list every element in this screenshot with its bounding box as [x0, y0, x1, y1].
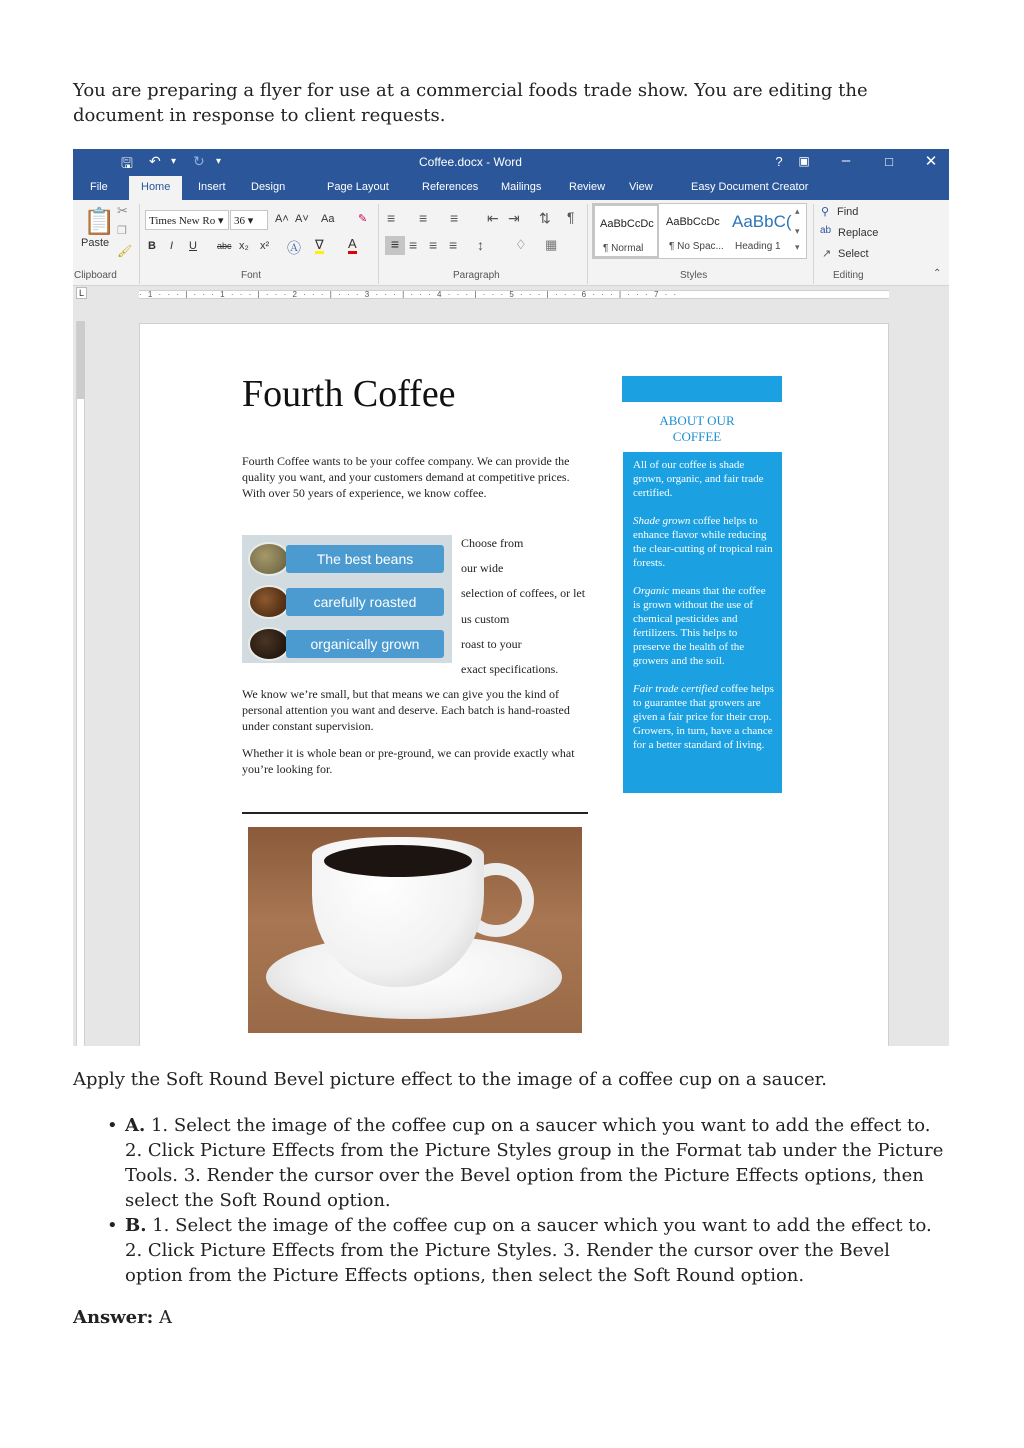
align-right-icon[interactable]: ≡ — [429, 237, 438, 253]
decrease-indent-icon[interactable]: ⇤ — [487, 210, 499, 226]
increase-indent-icon[interactable]: ⇥ — [508, 210, 520, 226]
intro-text: You are preparing a flyer for use at a commercial foods trade show. You are editing the document in response to client requests. — [73, 80, 868, 126]
sidebar-paragraph — [633, 584, 774, 668]
banner-image[interactable] — [242, 535, 452, 663]
banner-carefully-roasted: carefully roasted — [286, 588, 444, 616]
tab-page-layout[interactable]: Page Layout — [327, 181, 389, 193]
title-bar — [73, 149, 949, 176]
multilevel-list-icon[interactable]: ≡ — [450, 210, 459, 226]
horizontal-rule — [242, 812, 588, 814]
close-icon[interactable]: ✕ — [924, 153, 938, 170]
ribbon-display-icon[interactable]: ▣ — [798, 154, 810, 168]
banner-best-beans: The best beans — [286, 545, 444, 573]
wrap-text-line[interactable]: us custom — [461, 612, 510, 626]
style-preview: AaBbCcDc — [600, 218, 654, 230]
font-size-value: 36 — [234, 215, 245, 227]
undo-dropdown-icon[interactable]: ▾ — [171, 156, 177, 167]
borders-icon[interactable]: ▦ — [545, 237, 558, 252]
tab-references[interactable]: References — [422, 181, 479, 193]
wrap-text-line[interactable]: selection of coffees, or let — [461, 586, 586, 600]
editing-group-label: Editing — [833, 270, 864, 281]
align-left-icon[interactable]: ≡ — [385, 236, 405, 255]
dark-beans-icon — [248, 627, 290, 661]
document-page[interactable] — [139, 323, 889, 1046]
numbering-icon[interactable]: ≡ — [419, 210, 428, 226]
document-heading[interactable]: Fourth Coffee — [242, 373, 456, 415]
tab-easy-document-creator[interactable]: Easy Document Creator — [691, 181, 809, 193]
tab-home[interactable]: Home — [129, 176, 182, 200]
sidebar-emphasis: Fair trade certified — [633, 683, 718, 695]
sidebar-paragraph — [633, 514, 774, 570]
line-spacing-icon[interactable]: ↕ — [477, 237, 484, 253]
strikethrough-button[interactable]: abc — [217, 241, 232, 251]
paragraph-small-batch[interactable]: We know we’re small, but that means we can give you the kind of personal attention you want and deserve. Each batch is hand-roasted under constant supervision. — [242, 687, 570, 733]
text-effects-icon[interactable]: Ⓐ — [287, 240, 301, 256]
styles-scroll-down-icon[interactable]: ▾ — [795, 226, 800, 236]
undo-icon[interactable]: ↶ — [149, 153, 161, 169]
paste-icon[interactable]: 📋 — [83, 206, 116, 236]
tab-review[interactable]: Review — [569, 181, 606, 193]
green-beans-icon — [248, 542, 290, 576]
cut-icon[interactable]: ✂ — [117, 203, 128, 218]
font-group-label: Font — [241, 270, 262, 281]
banner-organically-grown: organically grown — [286, 630, 444, 658]
option-b[interactable] — [107, 1213, 947, 1288]
change-case-button[interactable]: Aa — [321, 213, 335, 225]
option-a[interactable] — [107, 1113, 947, 1213]
underline-button[interactable]: U — [189, 240, 197, 252]
sort-icon[interactable]: ⇅ — [539, 210, 551, 226]
option-text: 1. Select the image of the coffee cup on a saucer which you want to add the effect to. 2. Click Picture Effects from the Picture Styles. 3. Render the cursor over the Bevel option from the Picture Effects options, then select the Soft Round option. — [125, 1215, 932, 1286]
tab-insert[interactable]: Insert — [198, 181, 226, 193]
align-center-icon[interactable]: ≡ — [409, 237, 418, 253]
font-size-box[interactable]: 36 ▾ — [230, 210, 268, 230]
highlight-icon[interactable]: ∇ — [315, 237, 324, 252]
style-name: ¶ No Spac... — [669, 241, 724, 252]
option-text: 1. Select the image of the coffee cup on a saucer which you want to add the effect to. 2. Click Picture Effects from the Picture Styles group in the Format tab under the Picture Tools. 3. Render the cursor over the Bevel option from the Picture Effects options, then select the Soft Round option. — [125, 1115, 944, 1211]
subscript-button[interactable]: x₂ — [239, 240, 249, 252]
coffee-surface-shape — [324, 845, 472, 877]
collapse-ribbon-icon[interactable]: ⌃ — [933, 268, 942, 279]
horizontal-ruler[interactable] — [73, 287, 949, 301]
superscript-button[interactable]: x² — [260, 240, 270, 252]
roasted-beans-icon — [248, 585, 290, 619]
find-button[interactable]: Find — [837, 206, 859, 218]
sidebar-text: coffee helps to guarantee that growers are given a fair price for their crop. Growers, in turn, have a chance for a better standard of living. — [633, 683, 774, 751]
ribbon-divider — [587, 204, 588, 284]
italic-button[interactable]: I — [170, 240, 174, 252]
sidebar-title-line: ABOUT OUR — [659, 413, 735, 428]
shading-icon[interactable]: ♢ — [515, 237, 527, 252]
paragraph-whole-bean[interactable]: Whether it is whole bean or pre-ground, we can provide exactly what you’re looking for. — [242, 746, 575, 776]
style-normal[interactable] — [593, 204, 659, 258]
replace-button[interactable]: Replace — [838, 227, 879, 239]
maximize-icon[interactable]: □ — [885, 154, 893, 169]
paragraph-group-label: Paragraph — [453, 270, 500, 281]
sidebar-emphasis: Organic — [633, 585, 670, 597]
wrap-text-line[interactable]: roast to your — [461, 637, 522, 651]
save-icon[interactable]: 🖫 — [121, 155, 133, 171]
customize-qat-icon[interactable]: ▾ — [216, 156, 222, 167]
styles-group-label: Styles — [680, 270, 708, 281]
help-button[interactable]: ? — [775, 154, 783, 169]
ribbon-divider — [813, 204, 814, 284]
tab-file[interactable]: File — [90, 181, 108, 193]
ruler-scale: · 1 · · · | · · · 1 · · · | · · · 2 · · · | · · · 3 · · · | · · · 4 · · · | · · · 5 · · · | · · · 6 · · · | · · · 7 · · — [139, 290, 889, 299]
vertical-ruler[interactable] — [76, 321, 85, 1046]
vertical-ruler-margin — [77, 321, 85, 399]
styles-gallery — [592, 203, 807, 259]
tab-design[interactable]: Design — [251, 181, 286, 193]
style-name: ¶ Normal — [603, 243, 644, 254]
redo-icon[interactable]: ↻ — [193, 153, 205, 169]
copy-icon[interactable]: ❐ — [117, 225, 127, 237]
sidebar-title[interactable] — [622, 413, 772, 445]
ribbon-tabs — [73, 176, 949, 200]
grow-font-button[interactable]: A˄ — [275, 213, 289, 225]
answer-value: A — [159, 1307, 172, 1328]
wrap-text-line[interactable]: Choose from — [461, 536, 524, 550]
paste-button[interactable]: Paste — [81, 237, 110, 249]
sidebar-box[interactable] — [623, 452, 782, 793]
shrink-font-button[interactable]: A˅ — [295, 213, 309, 225]
intro-paragraph[interactable]: Fourth Coffee wants to be your coffee company. We can provide the quality you want, and your customers demand at competitive prices. With over 50 years of experience, we know coffee. — [242, 454, 570, 500]
sidebar-text: coffee helps to enhance flavor while reducing the clear-cutting of tropical rain forests. — [633, 515, 773, 569]
tab-selector-icon[interactable]: L — [76, 287, 87, 299]
style-name: Heading 1 — [735, 241, 781, 252]
font-color-icon[interactable]: A — [348, 237, 357, 254]
wrap-text-line[interactable]: exact specifications. — [461, 662, 559, 676]
font-name-box[interactable]: Times New Ro ▾ — [145, 210, 229, 230]
sidebar-paragraph — [633, 682, 774, 752]
find-icon: ⚲ — [821, 206, 830, 218]
replace-icon: ab — [820, 225, 832, 236]
ribbon — [73, 200, 949, 286]
sidebar-paragraph: All of our coffee is shade grown, organic, and fair trade certified. — [633, 459, 764, 499]
style-preview: AaBbC( — [732, 212, 792, 231]
bullets-icon[interactable]: ≡ — [387, 210, 396, 226]
sidebar-emphasis: Shade grown — [633, 515, 691, 527]
clear-formatting-icon[interactable]: ✎ — [358, 213, 368, 225]
window-title: Coffee.docx - Word — [419, 155, 522, 169]
styles-more-icon[interactable]: ▾ — [795, 242, 800, 252]
style-heading-1[interactable] — [727, 204, 793, 258]
styles-scroll-up-icon[interactable]: ▴ — [795, 206, 800, 216]
option-letter: B. — [125, 1215, 147, 1236]
justify-icon[interactable]: ≡ — [449, 237, 458, 253]
tab-mailings[interactable]: Mailings — [501, 181, 542, 193]
answer-label: Answer: — [73, 1307, 154, 1328]
ribbon-divider — [378, 204, 379, 284]
question-text: Apply the Soft Round Bevel picture effect to the image of a coffee cup on a saucer. — [73, 1069, 827, 1090]
minimize-icon[interactable]: – — [841, 152, 851, 169]
style-no-spacing[interactable] — [661, 204, 727, 258]
coffee-cup-image[interactable] — [248, 827, 582, 1033]
select-icon: ↗ — [822, 248, 832, 260]
sidebar-header-bar — [622, 376, 782, 402]
clipboard-group-label: Clipboard — [74, 270, 117, 281]
wrap-text-line[interactable]: our wide — [461, 561, 504, 575]
bold-button[interactable]: B — [148, 240, 156, 252]
font-name-value: Times New Ro — [149, 215, 216, 227]
select-button[interactable]: Select — [838, 248, 869, 260]
word-window — [73, 149, 949, 1046]
sidebar-text: means that the coffee is grown without the use of chemical pesticides and fertilizers. This helps to preserve the health of the growers and the soil. — [633, 585, 766, 667]
answer-line — [73, 1305, 172, 1330]
sidebar-title-line: COFFEE — [672, 429, 722, 444]
option-letter: A. — [125, 1115, 146, 1136]
show-marks-icon[interactable]: ¶ — [567, 209, 575, 225]
answer-options — [107, 1113, 947, 1288]
style-preview: AaBbCcDc — [666, 216, 720, 228]
format-painter-icon[interactable]: 🖌 — [117, 244, 133, 258]
ribbon-divider — [139, 204, 140, 284]
tab-view[interactable]: View — [629, 181, 653, 193]
